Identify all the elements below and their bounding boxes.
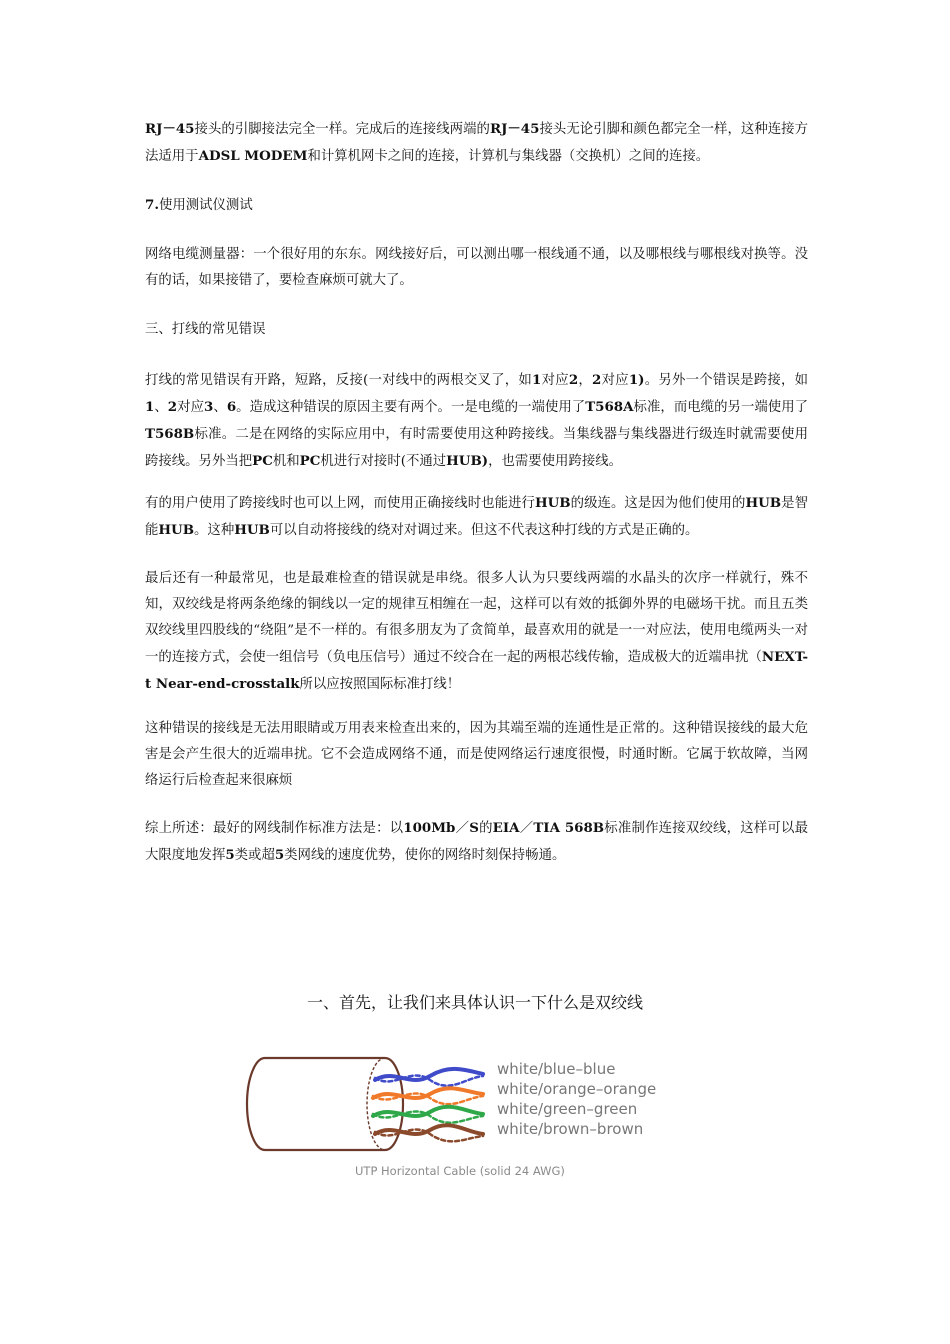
text-run: 100Mb <box>403 820 456 836</box>
figure-caption: UTP Horizontal Cable (solid 24 AWG) <box>355 1164 565 1178</box>
section-heading-common-errors <box>145 317 808 343</box>
text-run: 标准制作连接双绞线，这样可以最大限度地发挥 <box>145 821 809 863</box>
text-run: ／ <box>455 821 470 836</box>
text-run: PC <box>252 453 273 469</box>
utp-cable-figure <box>225 1040 685 1190</box>
utp-cable-illustration <box>225 1040 495 1170</box>
wire-label-blue: white/blue–blue <box>497 1060 616 1078</box>
text-run: 机和 <box>272 454 300 469</box>
text-run: 、 <box>213 400 227 415</box>
paragraph-hub-cascade <box>145 490 808 544</box>
text-run: 最后还有一种最常见，也是最难检查的错误就是串绕。很多人认为只要线两端的水晶头的次序一样就行，殊不知，双绞线是将两条绝缘的铜线以一定的规律互相缠在一起，这样可以有效的抵御外界的电磁场干扰。而且五类双绞线里四股线的“绕阻”是不一样的。有很多朋友为了贪简单，最喜欢用的就是一一对应法，使用电缆两头一对一的连接方式，会使一组信号（负电压信号）通过不绞合在一起的两根芯线传输，造成极大的近端串扰（ <box>145 571 808 665</box>
text-run: RJ－45 <box>145 121 195 137</box>
paragraph-soft-fault <box>145 716 808 794</box>
text-run: ，也需要使用跨接线。 <box>488 454 623 469</box>
text-run: 使用测试仪测试 <box>158 198 253 213</box>
text-run: 类网线的速度优势，使你的网络时刻保持畅通。 <box>284 848 566 863</box>
text-run: 三、打线的常见错误 <box>145 322 266 337</box>
paragraph-rj45-wiring <box>145 116 808 170</box>
text-run: 对应 <box>177 400 205 415</box>
text-run: 网络电缆测量器：一个很好用的东东。网线接好后，可以测出哪一根线通不通，以及哪根线与哪根线对换等。没有的话，如果接错了，要检查麻烦可就大了。 <box>145 247 808 288</box>
text-run: ／ <box>519 821 534 836</box>
paragraph-summary <box>145 815 808 869</box>
text-run: 机进行对接时(不通过 <box>320 454 447 469</box>
text-run: 对应 <box>601 373 629 388</box>
text-run: 7. <box>145 197 159 213</box>
text-run: 1) <box>628 372 645 388</box>
text-run: ADSL MODEM <box>198 148 308 164</box>
text-run: 2 <box>167 399 178 415</box>
text-run: T568A <box>585 399 634 415</box>
text-run: S <box>469 820 479 836</box>
wire-label-green: white/green–green <box>497 1100 638 1118</box>
text-run: 、 <box>154 400 168 415</box>
paragraph-crosstalk <box>145 566 808 698</box>
text-run: 接头的引脚接法完全一样。完成后的连接线两端的 <box>194 122 490 137</box>
section-heading-tester <box>145 192 808 219</box>
section-heading-twisted-pair: 一、首先，让我们来具体认识一下什么是双绞线 <box>306 993 643 1012</box>
text-run: 5 <box>274 847 285 863</box>
text-run: 1 <box>145 399 155 415</box>
text-run: HUB) <box>446 453 489 469</box>
text-run: 类或超 <box>234 848 275 863</box>
text-run: 2 <box>568 372 579 388</box>
text-run: 打线的常见错误有开路，短路，反接(一对线中的两根交叉了，如 <box>145 373 532 388</box>
text-run: EIA <box>492 820 520 836</box>
text-run: 1 <box>532 372 542 388</box>
text-run: RJ－45 <box>489 121 540 137</box>
text-run: 的级连。这是因为他们使用的 <box>570 496 746 511</box>
text-run: 6 <box>226 399 237 415</box>
paragraph-common-errors <box>145 367 808 475</box>
text-run: TIA 568B <box>533 820 605 836</box>
text-run: 2 <box>592 372 602 388</box>
text-run: 接头无论引脚和颜色都完全一样，这种连接方法适用于 <box>145 122 809 164</box>
cable-jacket <box>247 1058 403 1150</box>
text-run: 所以应按照国际标准打线！ <box>299 677 461 692</box>
text-run: 。这种 <box>194 523 235 538</box>
text-run: T568B <box>145 426 195 442</box>
text-run: 对应 <box>541 373 569 388</box>
text-run: 标准。二是在网络的实际应用中，有时需要使用这种跨接线。当集线器与集线器进行级连时就需要使用跨接线。另外当把 <box>145 427 808 469</box>
text-run: 标准，而电缆的另一端使用了 <box>633 400 809 415</box>
text-run: 这种错误的接线是无法用眼睛或万用表来检查出来的，因为其端至端的连通性是正常的。这种错误接线的最大危害是会产生很大的近端串扰。它不会造成网络不通，而是使网络运行速度很慢，时通时断。它属于软故障，当网络运行后检查起来很麻烦 <box>145 721 808 788</box>
text-run: 有的用户使用了跨接线时也可以上网，而使用正确接线时也能进行 <box>145 496 535 511</box>
text-run: PC <box>299 453 321 469</box>
text-run: 5 <box>225 847 235 863</box>
text-run: 和计算机网卡之间的连接，计算机与集线器（交换机）之间的连接。 <box>307 149 710 164</box>
text-run: 可以自动将接线的绕对对调过来。但这不代表这种打线的方式是正确的。 <box>269 523 699 538</box>
text-run: 是智能 <box>145 496 809 538</box>
text-run: 综上所述：最好的网线制作标准方法是：以 <box>145 821 404 836</box>
wire-label-brown: white/brown–brown <box>497 1120 644 1138</box>
text-run: HUB <box>745 495 782 511</box>
text-run: 。另外一个错误是跨接，如 <box>644 373 809 388</box>
text-run: HUB <box>534 495 571 511</box>
text-run: ， <box>578 373 593 388</box>
text-run: 3 <box>204 399 214 415</box>
text-run: 的 <box>478 821 493 836</box>
text-run: HUB <box>158 522 195 538</box>
text-run: NEXT- t Near-end-crosstalk <box>145 649 808 692</box>
text-run: HUB <box>234 522 270 538</box>
wire-label-orange: white/orange–orange <box>497 1080 657 1098</box>
text-run: 。造成这种错误的原因主要有两个。一是电缆的一端使用了 <box>236 400 586 415</box>
paragraph-cable-tester <box>145 242 808 294</box>
